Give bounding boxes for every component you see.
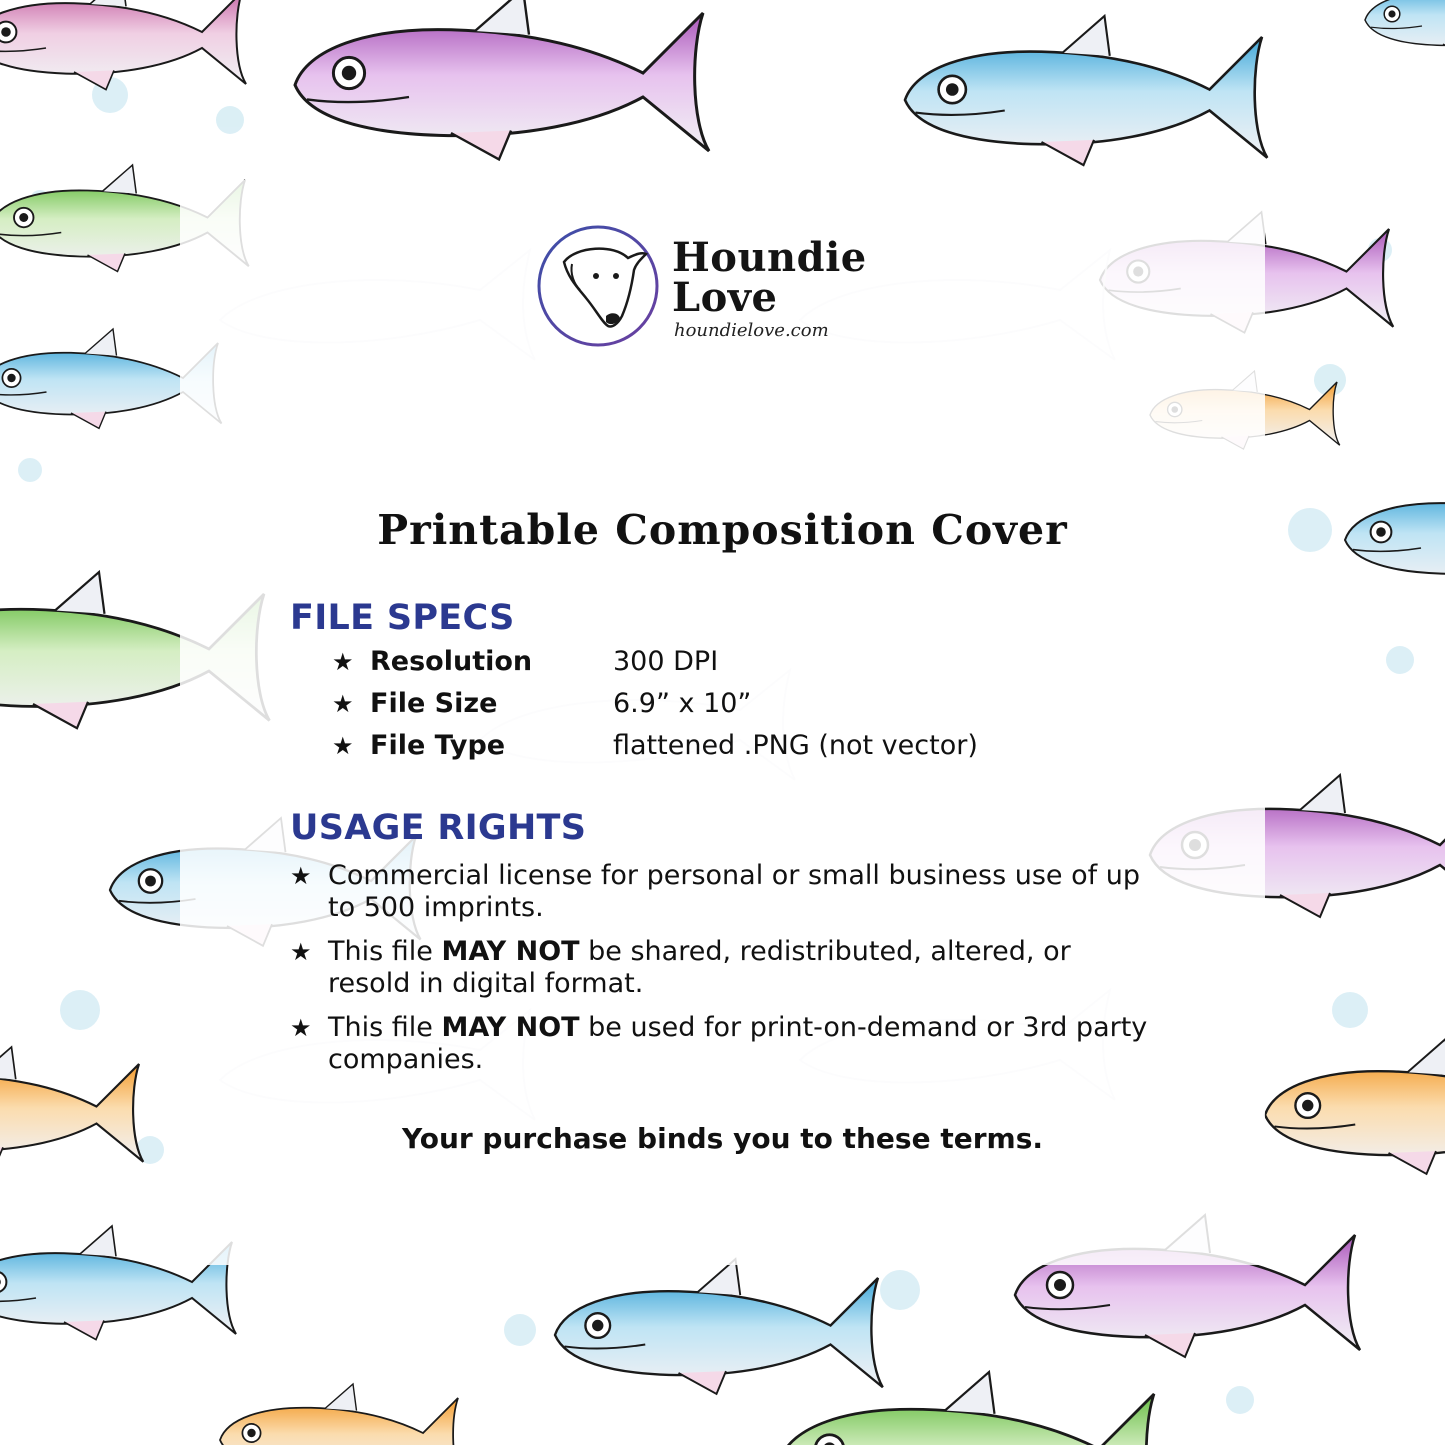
- page-title: Printable Composition Cover: [377, 506, 1068, 554]
- star-bullet-icon: ★: [332, 648, 354, 676]
- star-bullet-icon: ★: [332, 732, 354, 760]
- star-bullet-icon: ★: [290, 1014, 312, 1042]
- brand-logo: [536, 224, 956, 354]
- usage-rights-heading: USAGE RIGHTS: [290, 808, 587, 848]
- star-bullet-icon: ★: [290, 938, 312, 966]
- greyhound-head-icon: [536, 224, 660, 348]
- star-bullet-icon: ★: [332, 690, 354, 718]
- brand-url: houndielove.com: [674, 320, 829, 341]
- spec-value: 300 DPI: [613, 646, 719, 677]
- file-specs-heading: FILE SPECS: [290, 598, 515, 638]
- spec-key: File Type: [370, 730, 506, 761]
- terms-notice: Your purchase binds you to these terms.: [402, 1122, 1043, 1155]
- brand-name-line-2: Love: [672, 274, 778, 321]
- usage-rights-text: Commercial license for personal or small business use of up to 500 imprints.: [328, 860, 1140, 923]
- usage-rights-text: This file MAY NOT be used for print-on-demand or 3rd party companies.: [328, 1012, 1148, 1075]
- star-bullet-icon: ★: [290, 862, 312, 890]
- brand-name-line-1: Houndie: [672, 234, 867, 281]
- spec-value: 6.9” x 10”: [613, 688, 752, 719]
- spec-key: Resolution: [370, 646, 533, 677]
- spec-value: flattened .PNG (not vector): [613, 730, 978, 761]
- usage-rights-text: This file MAY NOT be shared, redistributed, altered, or resold in digital format.: [328, 936, 1071, 999]
- info-panel: [180, 180, 1265, 1265]
- spec-row-file-type: [332, 730, 1132, 770]
- spec-row-resolution: [332, 646, 1132, 686]
- spec-row-file-size: [332, 688, 1132, 728]
- spec-key: File Size: [370, 688, 498, 719]
